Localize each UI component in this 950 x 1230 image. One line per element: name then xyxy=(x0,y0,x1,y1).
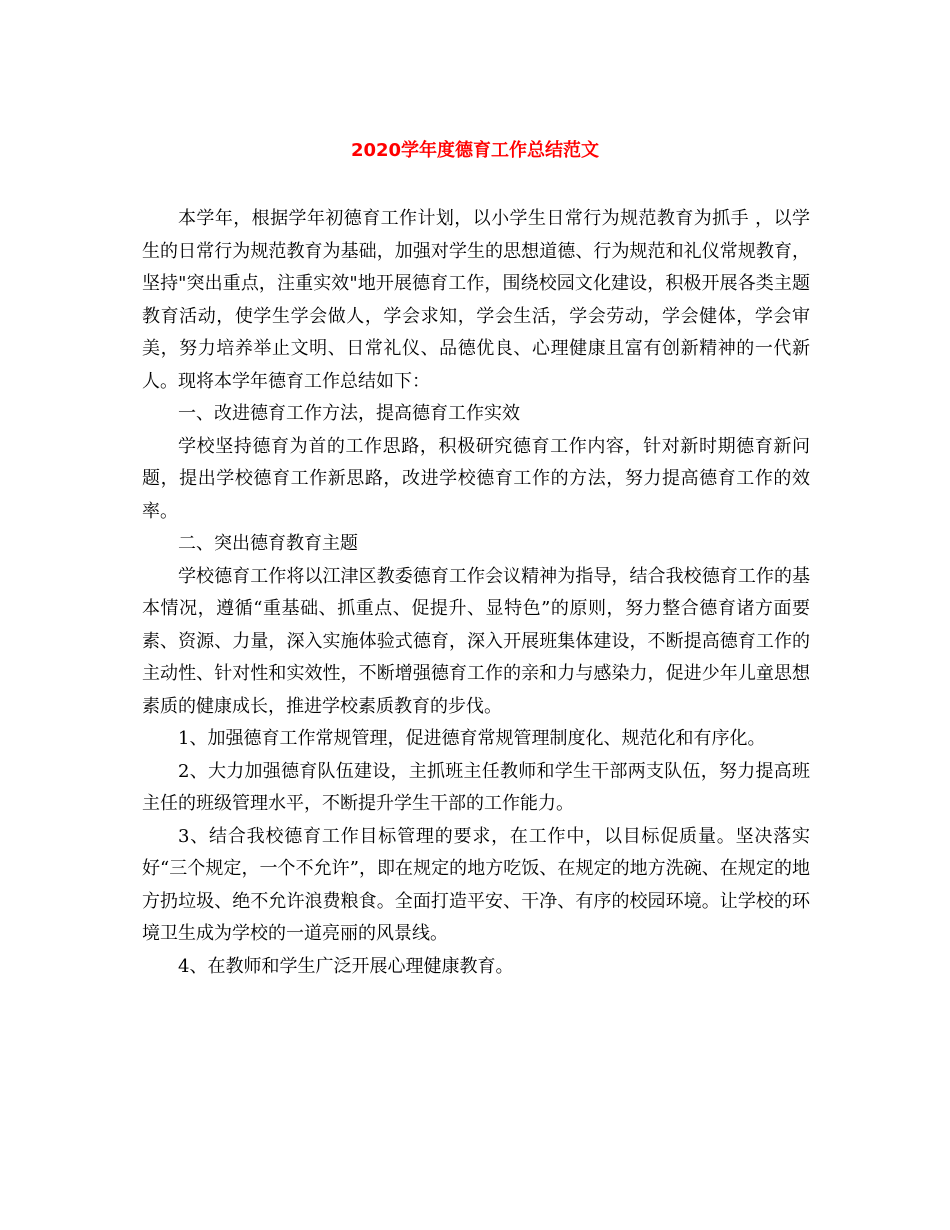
list-item-1: 1、加强德育工作常规管理，促进德育常规管理制度化、规范化和有序化。 xyxy=(178,728,766,749)
list-item-2: 2、大力加强德育队伍建设，主抓班主任教师和学生干部两支队伍，努力提高班主任的班级管理水平，不断提升学生干部的工作能力。 xyxy=(142,760,810,814)
section-heading-1: 一、改进德育工作方法，提高德育工作实效 xyxy=(178,403,520,424)
section-1-paragraph: 学校坚持德育为首的工作思路，积极研究德育工作内容，针对新时期德育新问题，提出学校德育工作新思路，改进学校德育工作的方法，努力提高德育工作的效率。 xyxy=(142,435,810,522)
section-heading-2: 二、突出德育教育主题 xyxy=(178,533,358,554)
intro-paragraph: 本学年，根据学年初德育工作计划，以小学生日常行为规范教育为抓手 ，以学生的日常行为规范教育为基础，加强对学生的思想道德、行为规范和礼仪常规教育，坚持"突出重点，注重实效"地开展德育工作，围绕校园文化建设，积极开展各类主题教育活动，使学生学会做人，学会求知，学会生活，学会劳动，学会健体，学会审美，努力培养举止文明、日常礼仪、品德优良、心理健康且富有创新精神的一代新人。现将本学年德育工作总结如下： xyxy=(142,208,810,392)
list-item-4: 4、在教师和学生广泛开展心理健康教育。 xyxy=(178,955,514,977)
document-title: 2020学年度德育工作总结范文 xyxy=(350,140,600,161)
section-2-paragraph: 学校德育工作将以江津区教委德育工作会议精神为指导，结合我校德育工作的基本情况，遵循“重基础、抓重点、促提升、显特色”的原则，努力整合德育诸方面要素、资源、力量，深入实施体验式德育，深入开展班集体建设，不断提高德育工作的主动性、针对性和实效性，不断增强德育工作的亲和力与感染力，促进少年儿童思想素质的健康成长，推进学校素质教育的步伐。 xyxy=(142,565,810,717)
document-body xyxy=(142,203,810,983)
list-item-3: 3、结合我校德育工作目标管理的要求，在工作中，以目标促质量。坚决落实好“三个规定，一个不允许”，即在规定的地方吃饭、在规定的地方洗碗、在规定的地方扔垃圾、绝不允许浪费粮食。全面打造平安、干净、有序的校园环境。让学校的环境卫生成为学校的一道亮丽的风景线。 xyxy=(142,825,810,944)
